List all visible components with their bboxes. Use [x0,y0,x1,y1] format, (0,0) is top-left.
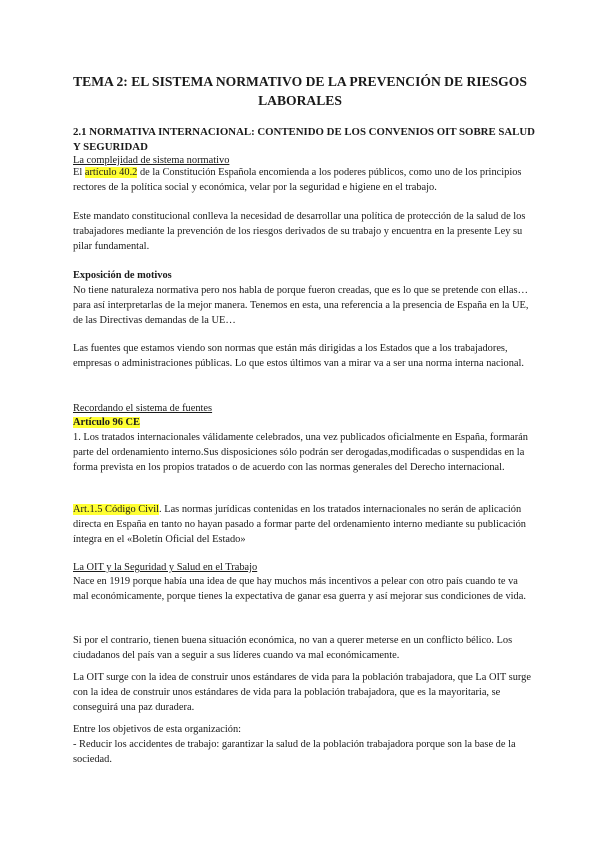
highlighted-reference: artículo 40.2 [84,167,138,178]
subheading-sistema-fuentes: Recordando el sistema de fuentes [73,403,213,414]
paragraph-exposicion: No tiene naturaleza normativa pero nos habla de porque fueron creadas, que es lo que se pretende con ellas… para así interpretarlas de la mejor manera. Tenemos en esta, una referencia a la presencia de España en la UE, de las Directivas demandas de la UE… [73,285,529,327]
paragraph-objetivos-intro: Entre los objetivos de esta organización: [73,724,242,735]
paragraph-articulo-40-2 [73,165,535,195]
highlighted-reference: Art.1.5 Código Civil [73,504,160,515]
paragraph-text: El [73,167,85,178]
subheading-complejidad: La complejidad de sistema normativo [73,155,230,166]
paragraph-oit-surge: La OIT surge con la idea de construir unos estándares de vida para la población trabajadora, que La OIT surge con la idea de construir unos estándares de vida para la población trabajadora, que es la mayoritaria, se conseguirá una paz duradera. [73,672,531,714]
list-item-objetivo: - Reducir los accidentes de trabajo: garantizar la salud de la población trabajadora porque son la base de la sociedad. [73,739,516,766]
section-heading-2-1: 2.1 NORMATIVA INTERNACIONAL: CONTENIDO DE LOS CONVENIOS OIT SOBRE SALUD Y SEGURIDAD [73,126,535,153]
article-96-label-row [73,415,535,430]
paragraph-codigo-civil [73,502,535,548]
subheading-oit: La OIT y la Seguridad y Salud en el Trabajo [73,562,258,573]
paragraph-mandato: Este mandato constitucional conlleva la necesidad de desarrollar una política de protección de la salud de los trabajadores mediante la prevención de los riesgos derivados de su trabajo y encuentra en la presente Ley su pilar fundamental. [73,211,526,253]
highlighted-article-label: Artículo 96 CE [73,417,140,428]
paragraph-oit-1919: Nace en 1919 porque había una idea de que hay muchos más incentivos a pelear con otro país cuando te va mal económicamente, porque tienes la expectativa de ganar esa guerra y así mejorar sus condiciones de vida. [73,576,526,603]
heading-exposicion-motivos: Exposición de motivos [73,270,172,281]
paragraph-oit-contrario: Si por el contrario, tienen buena situación económica, no van a querer meterse en un conflicto bélico. Los ciudadanos del país van a seguir a sus líderes cuando va mal económicamente. [73,635,513,662]
document-title: TEMA 2: EL SISTEMA NORMATIVO DE LA PREVENCIÓN DE RIESGOS LABORALES [73,74,527,108]
paragraph-text: . Las normas jurídicas contenidas en los tratados internacionales no serán de aplicación directa en España en tanto no hayan pasado a formar parte del ordenamiento interno mediante su publicación íntegra en el «Boletín Oficial del Estado» [73,504,526,546]
paragraph-text: de la Constitución Española encomienda a los poderes públicos, como uno de los principios rectores de la política social y económica, velar por la seguridad e higiene en el trabajo. [73,167,522,194]
paragraph-fuentes-estados: Las fuentes que estamos viendo son normas que están más dirigidas a los Estados que a los trabajadores, empresas o administraciones públicas. Lo que estos últimos van a mirar va a ser una norma interna nacional. [73,343,524,370]
paragraph-articulo-96: 1. Los tratados internacionales válidamente celebrados, una vez publicados oficialmente en España, formarán parte del ordenamiento interno.Sus disposiciones sólo podrán ser derogadas,modificadas o suspendidas en la forma prevista en los propios tratados o de acuerdo con las normas generales del Derecho internacional. [73,432,528,474]
